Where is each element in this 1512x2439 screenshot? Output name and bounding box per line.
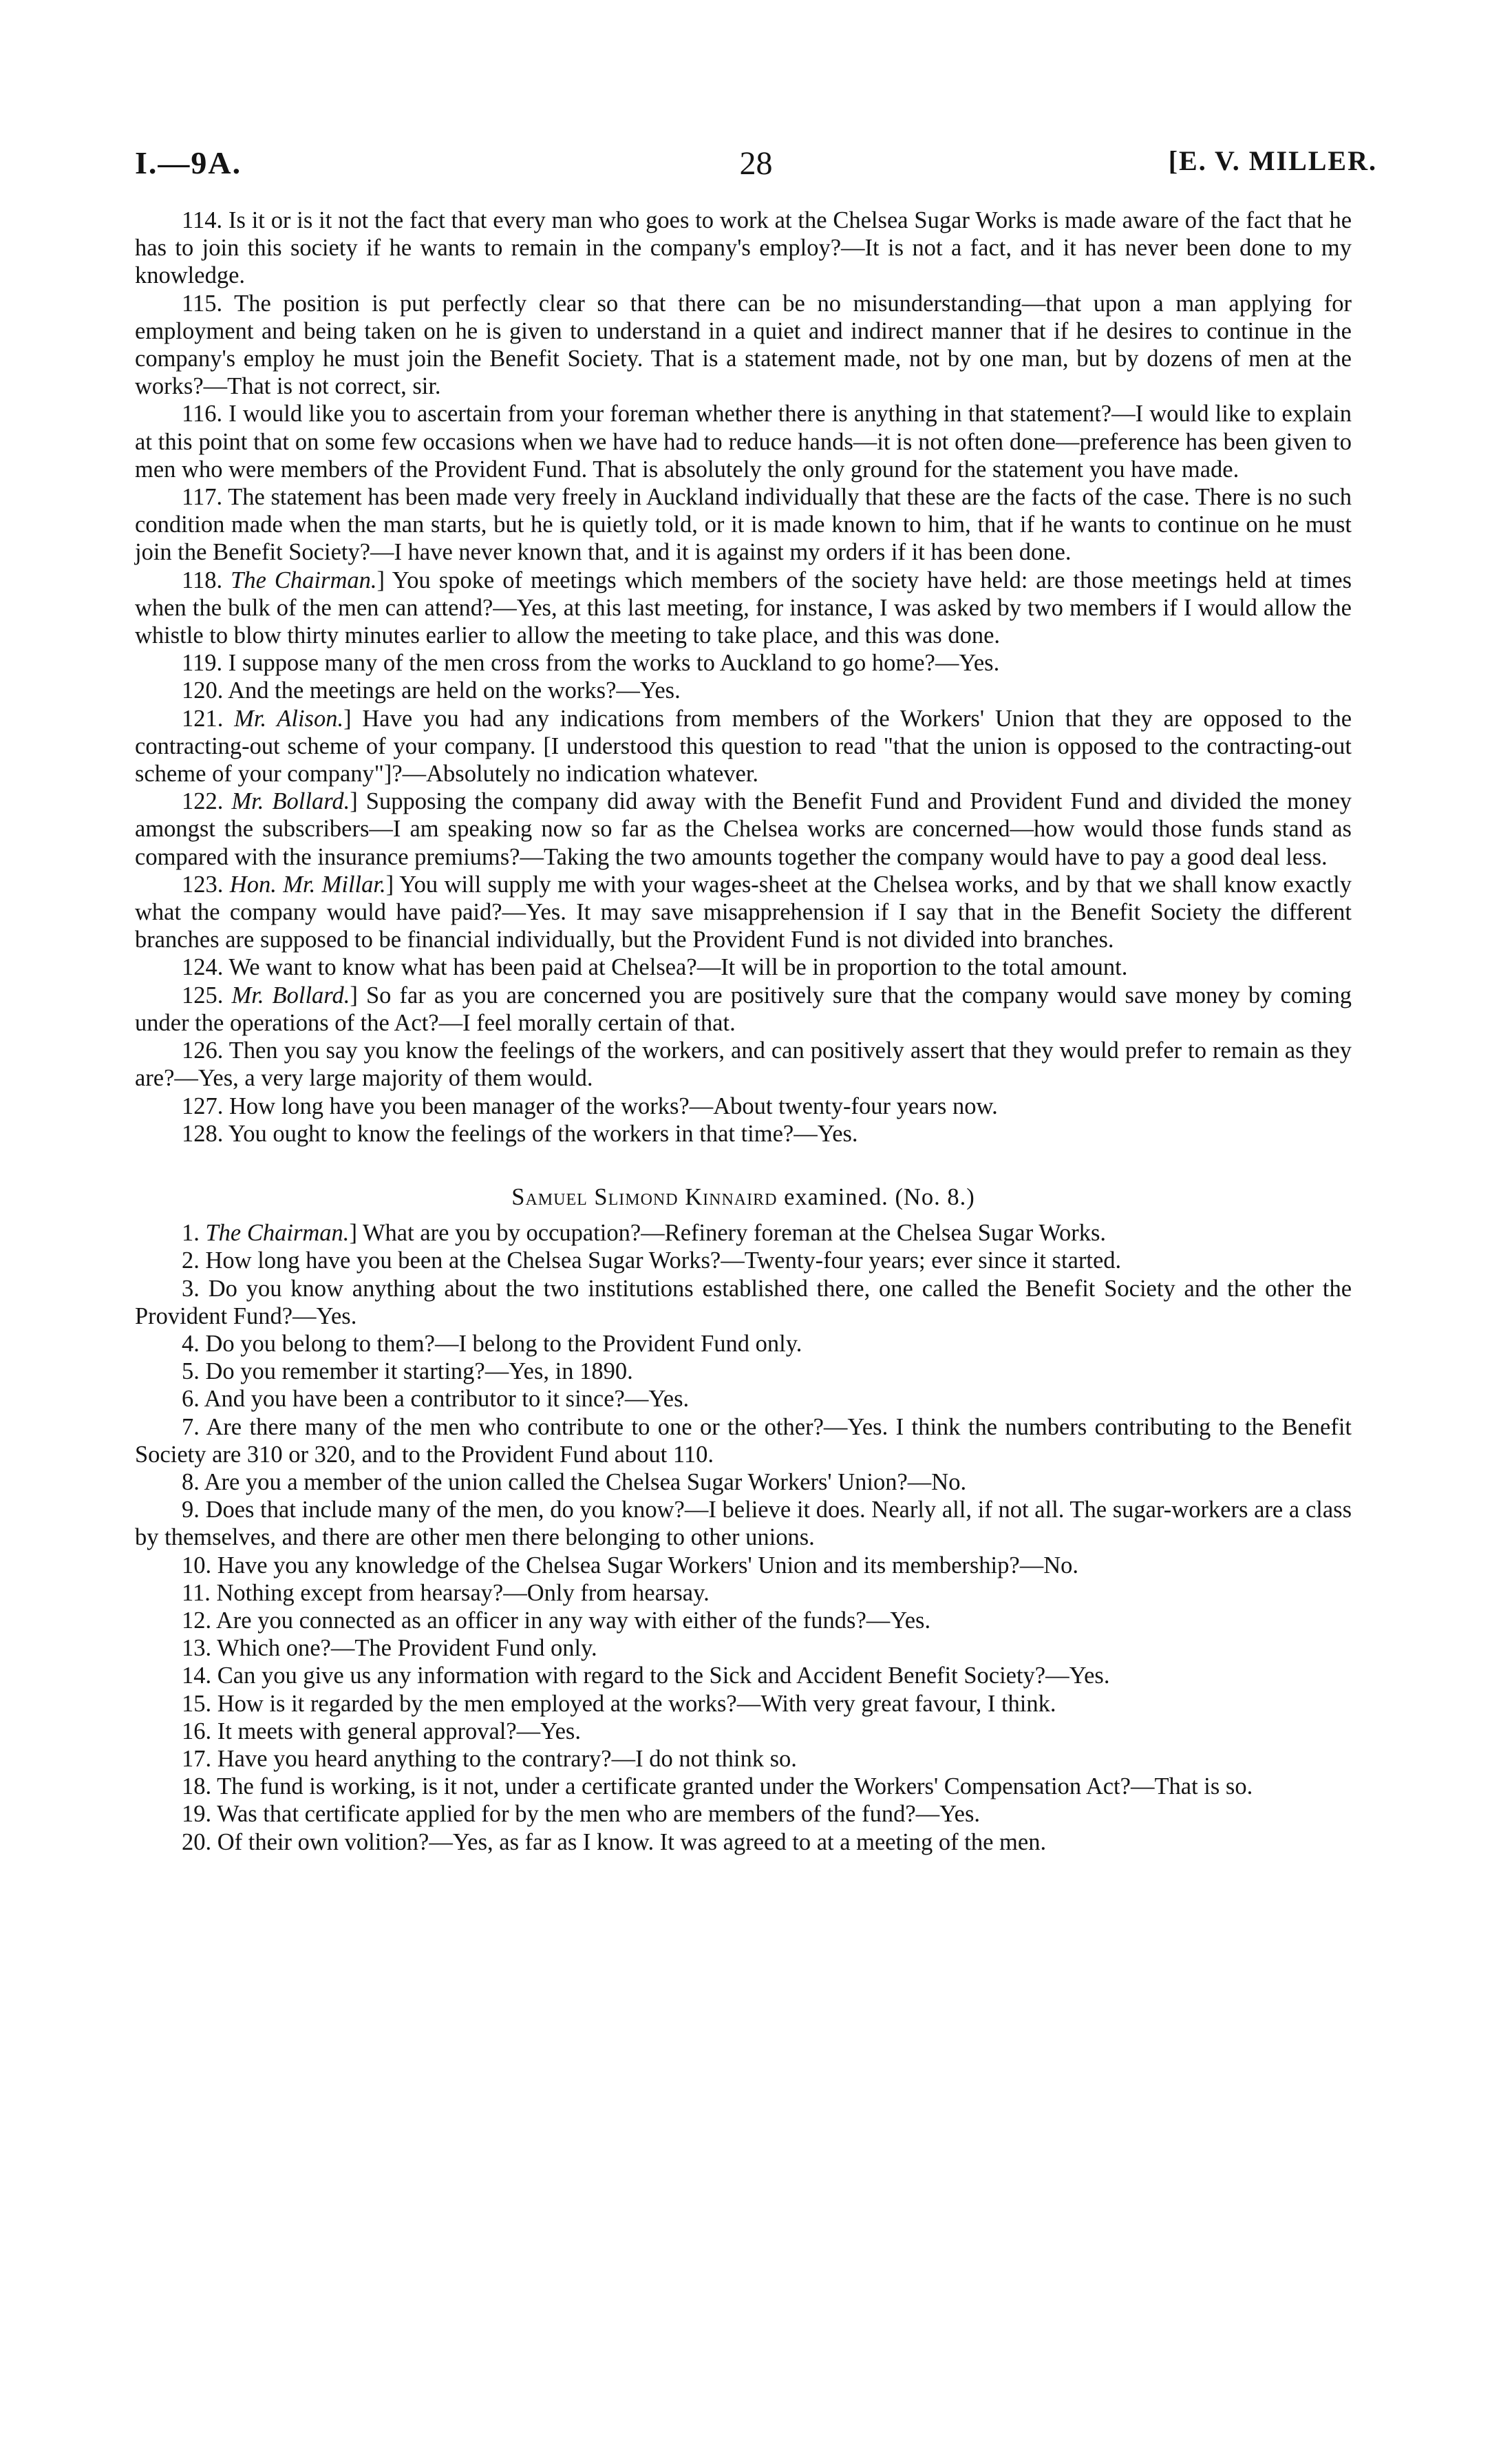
- speaker-name: Mr. Alison.: [234, 705, 344, 732]
- testimony-miller: [135, 207, 1352, 1148]
- question-text: Are you a member of the union called the Chelsea Sugar Workers' Union?—No.: [204, 1468, 967, 1495]
- question-number: 128.: [182, 1120, 224, 1147]
- question-number: 5.: [182, 1358, 200, 1385]
- question-paragraph: [135, 649, 1352, 677]
- question-number: 11.: [182, 1579, 211, 1606]
- question-number: 115.: [182, 290, 223, 317]
- question-paragraph: [135, 207, 1352, 290]
- question-number: 126.: [182, 1037, 224, 1064]
- question-paragraph: [135, 1800, 1352, 1828]
- question-paragraph: [135, 1607, 1352, 1634]
- witness-suffix: examined.: [784, 1183, 888, 1210]
- question-number: 124.: [182, 954, 224, 981]
- question-number: 14.: [182, 1662, 212, 1689]
- question-paragraph: [135, 1496, 1352, 1551]
- witness-number: (No. 8.): [895, 1183, 975, 1210]
- question-paragraph: [135, 1745, 1352, 1773]
- question-paragraph: [135, 953, 1352, 981]
- speaker-name: Mr. Bollard.: [231, 788, 350, 815]
- question-number: 127.: [182, 1092, 224, 1119]
- question-text: How long have you been at the Chelsea Sugar Works?—Twenty-four years; ever since it started.: [205, 1247, 1122, 1274]
- question-text: Have you had any indications from members of the Workers' Union that they are opposed to the contracting-out scheme of your company. [I understood this question to read "that the union is opposed to the contracting-out scheme of your company"]?—Absolutely no indication whatever.: [135, 705, 1352, 788]
- question-number: 3.: [182, 1275, 200, 1302]
- question-text: The fund is working, is it not, under a certificate granted under the Workers' Compensation Act?—That is so.: [217, 1773, 1253, 1800]
- question-text: What are you by occupation?—Refinery foreman at the Chelsea Sugar Works.: [362, 1220, 1107, 1247]
- question-number: 122.: [182, 788, 224, 815]
- question-paragraph: [135, 290, 1352, 401]
- testimony-kinnaird: [135, 1219, 1352, 1856]
- question-paragraph: [135, 1552, 1352, 1579]
- question-paragraph: [135, 1634, 1352, 1662]
- question-paragraph: [135, 1579, 1352, 1607]
- page-header: [135, 145, 1377, 186]
- question-text: I would like you to ascertain from your foreman whether there is anything in that statement?—I would like to explain at this point that on some few occasions when we have had to reduce hands—it is not often done—preference has been given to men who were members of the Provident Fund. That is absolutely the only ground for the statement you have made.: [135, 401, 1352, 483]
- question-text: Can you give us any information with regard to the Sick and Accident Benefit Society?—Yes.: [217, 1662, 1110, 1689]
- question-number: 16.: [182, 1718, 212, 1744]
- question-number: 123.: [182, 871, 224, 898]
- speaker-name: The Chairman.: [205, 1220, 350, 1247]
- question-text: It meets with general approval?—Yes.: [217, 1718, 581, 1744]
- question-number: 10.: [182, 1552, 212, 1579]
- question-text: Have you any knowledge of the Chelsea Sugar Workers' Union and its membership?—No.: [217, 1552, 1078, 1579]
- question-paragraph: [135, 1120, 1352, 1148]
- question-text: Are you connected as an officer in any way with either of the funds?—Yes.: [215, 1607, 931, 1634]
- question-paragraph: [135, 1718, 1352, 1745]
- speaker-name: Mr. Bollard.: [231, 982, 350, 1009]
- question-text: How long have you been manager of the works?—About twenty-four years now.: [229, 1092, 998, 1119]
- question-text: Supposing the company did away with the Benefit Fund and Provident Fund and divided the money amongst the subscribers—I am speaking now so far as the Chelsea works are concerned—how would those funds stand as compared with the insurance premiums?—Taking the two amounts together the company would have to pay a good deal less.: [135, 788, 1352, 870]
- question-paragraph: 125. Mr. Bollard.] So far as you are concerned you are positively sure that the company would save money by coming under the operations of the Act?—I feel morally certain of that.: [135, 982, 1352, 1036]
- question-number: 19.: [182, 1801, 212, 1828]
- question-paragraph: [135, 1092, 1352, 1120]
- speaker-name: The Chairman.: [231, 567, 377, 593]
- question-number: 119.: [182, 650, 223, 677]
- question-text: You ought to know the feelings of the workers in that time?—Yes.: [228, 1120, 858, 1147]
- question-number: 117.: [182, 484, 223, 511]
- question-paragraph: [135, 1773, 1352, 1800]
- question-number: 9.: [182, 1497, 200, 1523]
- question-text: And you have been a contributor to it since?—Yes.: [204, 1386, 690, 1413]
- page-body: [135, 207, 1352, 1856]
- question-paragraph: [135, 1037, 1352, 1092]
- question-number: 17.: [182, 1745, 212, 1772]
- speaker-name: Hon. Mr. Millar.: [229, 871, 386, 898]
- question-text: Are there many of the men who contribute to one or the other?—Yes. I think the numbers contributing to the Benefit Society are 310 or 320, and to the Provident Fund about 110.: [135, 1413, 1352, 1468]
- question-number: 125.: [182, 982, 224, 1009]
- question-number: 18.: [182, 1773, 212, 1800]
- question-text: Of their own volition?—Yes, as far as I know. It was agreed to at a meeting of the men.: [217, 1828, 1047, 1855]
- question-number: 20.: [182, 1828, 212, 1855]
- witness-name: Samuel Slimond Kinnaird: [511, 1183, 778, 1210]
- question-text: Is it or is it not the fact that every man who goes to work at the Chelsea Sugar Works is made aware of the fact that he has to join this society if he wants to remain in the company's employ?—It is not a fact, and it has never been done to my knowledge.: [135, 207, 1352, 289]
- question-paragraph: [135, 1413, 1352, 1468]
- question-text: Was that certificate applied for by the men who are members of the fund?—Yes.: [217, 1801, 980, 1828]
- question-text: The statement has been made very freely in Auckland individually that these are the facts of the case. There is no such condition made when the man starts, but he is quietly told, or it is made known to him, that if he wants to continue on he must join the Benefit Society?—I have never known that, and it is against my orders if it has been done.: [135, 484, 1352, 566]
- question-paragraph: [135, 1828, 1352, 1856]
- question-number: 6.: [182, 1386, 200, 1413]
- question-paragraph: [135, 1247, 1352, 1274]
- question-text: We want to know what has been paid at Chelsea?—It will be in proportion to the total amount.: [228, 954, 1128, 981]
- question-text: The position is put perfectly clear so that there can be no misunderstanding—that upon a man applying for employment and being taken on he is given to understand in a quiet and indirect manner that if he desires to continue in the company's employ he must join the Benefit Society. That is a statement made, not by one man, but by dozens of men at the works?—That is not correct, sir.: [135, 290, 1352, 400]
- question-number: 118.: [182, 567, 223, 593]
- question-paragraph: 122. Mr. Bollard.] Supposing the company did away with the Benefit Fund and Provident Fund and divided the money amongst the subscribers—I am speaking now so far as the Chelsea works are concerned—how would those funds stand as compared with the insurance premiums?—Taking the two amounts together the company would have to pay a good deal less.: [135, 788, 1352, 870]
- page-number: 28: [739, 145, 773, 182]
- question-text: Have you heard anything to the contrary?—I do not think so.: [217, 1745, 797, 1772]
- question-paragraph: 123. Hon. Mr. Millar.] You will supply me with your wages-sheet at the Chelsea works, and by that we shall know exactly what the company would have paid?—Yes. It may save misapprehension if I say that in the Benefit Society the different branches are supposed to be financial individually, but the Provident Fund is not divided into branches.: [135, 871, 1352, 953]
- question-text: Do you remember it starting?—Yes, in 1890.: [205, 1358, 633, 1385]
- question-paragraph: [135, 400, 1352, 483]
- question-text: Which one?—The Provident Fund only.: [217, 1635, 597, 1662]
- question-text: You will supply me with your wages-sheet at the Chelsea works, and by that we shall know exactly what the company would have paid?—Yes. It may save misapprehension if I say that in the Benefit Society the different branches are supposed to be financial individually, but the Provident Fund is not divided into branches.: [135, 871, 1352, 953]
- question-paragraph: 1. The Chairman.] What are you by occupation?—Refinery foreman at the Chelsea Sugar Works.: [182, 1220, 1107, 1247]
- question-text: Do you belong to them?—I belong to the Provident Fund only.: [205, 1330, 802, 1357]
- question-number: 4.: [182, 1330, 200, 1357]
- question-text: Do you know anything about the two institutions established there, one called the Benefit Society and the other the Provident Fund?—Yes.: [135, 1275, 1352, 1329]
- question-text: Then you say you know the feelings of the workers, and can positively assert that they would prefer to remain as they are?—Yes, a very large majority of them would.: [135, 1037, 1352, 1092]
- question-paragraph: [135, 1385, 1352, 1413]
- question-number: 15.: [182, 1690, 212, 1717]
- paper-reference: I.—9A.: [135, 145, 242, 180]
- question-paragraph: [135, 1468, 1352, 1496]
- question-number: 7.: [182, 1413, 200, 1440]
- question-number: 12.: [182, 1607, 212, 1634]
- question-text: How is it regarded by the men employed at the works?—With very great favour, I think.: [217, 1690, 1056, 1717]
- question-number: 8.: [182, 1468, 200, 1495]
- question-text: You spoke of meetings which members of the society have held: are those meetings held at times when the bulk of the men can attend?—Yes, at this last meeting, for instance, I was asked by two members if I would allow the whistle to blow thirty minutes earlier to allow the meeting to take place, and this was done.: [135, 567, 1352, 649]
- question-text: So far as you are concerned you are positively sure that the company would save money by coming under the operations of the Act?—I feel morally certain of that.: [135, 982, 1352, 1036]
- witness-running-head: [E. V. MILLER.: [1168, 145, 1377, 176]
- question-paragraph: [135, 1330, 1352, 1358]
- question-number: 2.: [182, 1247, 200, 1274]
- question-number: 120.: [182, 677, 224, 704]
- question-paragraph: 118. The Chairman.] You spoke of meetings which members of the society have held: are those meetings held at times when the bulk of the men can attend?—Yes, at this last meeting, for instance, I was asked by two members if I would allow the whistle to blow thirty minutes earlier to allow the meeting to take place, and this was done.: [135, 567, 1352, 649]
- question-number: 114.: [182, 207, 223, 233]
- question-paragraph: [135, 677, 1352, 704]
- question-text: Does that include many of the men, do you know?—I believe it does. Nearly all, if not all. The sugar-workers are a class by themselves, and there are other men there belonging to other unions.: [135, 1497, 1352, 1551]
- question-text: Nothing except from hearsay?—Only from hearsay.: [216, 1579, 710, 1606]
- question-paragraph: [135, 1275, 1352, 1330]
- question-number: 13.: [182, 1635, 212, 1662]
- question-text: And the meetings are held on the works?—Yes.: [228, 677, 681, 704]
- question-paragraph: [135, 1690, 1352, 1718]
- question-paragraph: [135, 483, 1352, 567]
- question-text: I suppose many of the men cross from the works to Auckland to go home?—Yes.: [228, 650, 1000, 677]
- question-paragraph: [135, 1358, 1352, 1385]
- question-paragraph: 121. Mr. Alison.] Have you had any indications from members of the Workers' Union that they are opposed to the contracting-out scheme of your company. [I understood this question to read "that the union is opposed to the contracting-out scheme of your company"]?—Absolutely no indication whatever.: [135, 705, 1352, 788]
- witness-heading: [135, 1183, 1352, 1211]
- question-number: 1.: [182, 1220, 200, 1247]
- question-number: 116.: [182, 401, 223, 427]
- question-number: 121.: [182, 705, 224, 732]
- question-paragraph: [135, 1662, 1352, 1689]
